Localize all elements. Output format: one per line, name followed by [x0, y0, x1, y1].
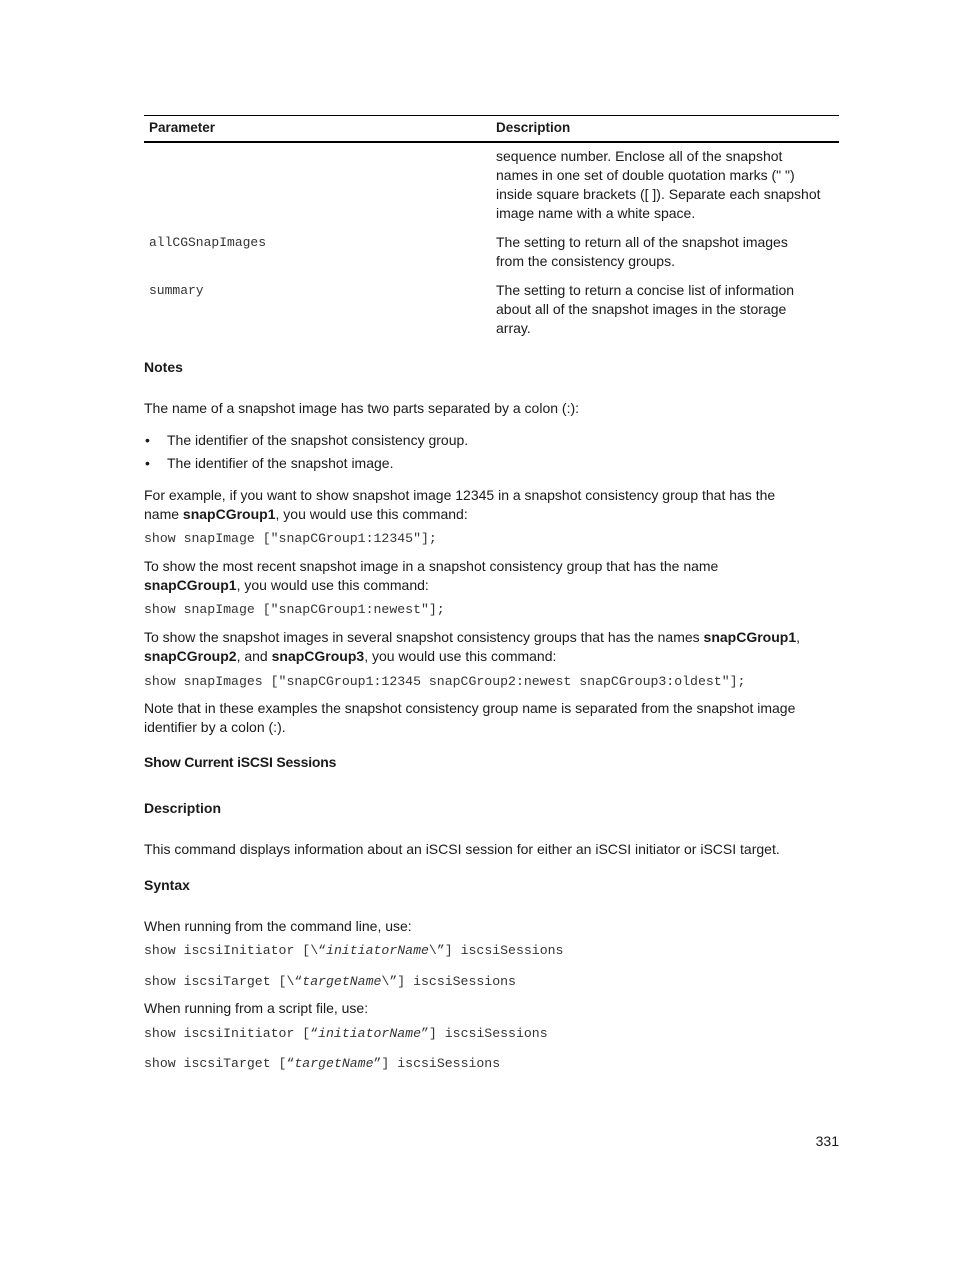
cmdline-label: When running from the command line, use: [144, 918, 412, 934]
description-line: sequence number. Enclose all of the snapshot [496, 148, 783, 164]
column-header-parameter: Parameter [144, 116, 491, 143]
description-line: The setting to return all of the snapshot images [496, 234, 788, 250]
parameter-cell [144, 142, 491, 229]
command-variable: initiatorName [326, 943, 429, 958]
description-line: The setting to return a concise list of information [496, 282, 795, 298]
syntax-command-4 [144, 1054, 839, 1073]
command-text: show iscsiInitiator [“ [144, 1026, 319, 1041]
syntax-command-3 [144, 1024, 839, 1043]
code-example-2: show snapImage ["snapCGroup1:newest"]; [144, 602, 445, 617]
description-line: image name with a white space. [496, 205, 696, 221]
group-name: snapCGroup1 [144, 577, 237, 593]
group-name: snapCGroup2 [144, 648, 237, 664]
list-item: • The identifier of the snapshot consistency group. [144, 431, 839, 454]
command-text: ”] iscsiSessions [373, 1056, 501, 1071]
page-number: 331 [815, 1133, 839, 1149]
syntax-command-1 [144, 941, 839, 960]
parameter-cell: allCGSnapImages [149, 235, 267, 250]
description-text: This command displays information about an iSCSI session for either an iSCSI initiator or iSCSI target. [144, 841, 780, 857]
notes-intro: The name of a snapshot image has two parts separated by a colon (:): [144, 400, 580, 416]
notes-closing-paragraph [144, 699, 839, 737]
paragraph-line: identifier by a colon (:). [144, 719, 286, 735]
paragraph-line [144, 505, 839, 524]
paragraph-line [144, 647, 839, 666]
code-example-1: show snapImage ["snapCGroup1:12345"]; [144, 531, 437, 546]
description-line: from the consistency groups. [496, 253, 675, 269]
column-header-description: Description [491, 116, 839, 143]
table-row [144, 229, 839, 277]
description-line: about all of the snapshot images in the storage [496, 301, 787, 317]
paragraph-line [144, 576, 839, 595]
command-text: show iscsiInitiator [\“ [144, 943, 327, 958]
paragraph-line: For example, if you want to show snapshot image 12345 in a snapshot consistency group that has the [144, 487, 776, 503]
text-run: To show the snapshot images in several snapshot consistency groups that has the names [144, 629, 704, 645]
command-text: show iscsiTarget [\“ [144, 974, 303, 989]
group-name: snapCGroup1 [703, 629, 797, 645]
notes-heading: Notes [144, 359, 183, 375]
text-run: name [144, 506, 183, 522]
parameter-table [144, 115, 839, 344]
command-text: \”] iscsiSessions [428, 943, 564, 958]
syntax-heading: Syntax [144, 877, 190, 893]
example-paragraph-1 [144, 486, 839, 524]
description-cell [491, 277, 839, 344]
text-run: , you would use this command: [236, 577, 429, 593]
description-line: inside square brackets ([ ]). Separate each snapshot [496, 186, 821, 202]
list-item: • The identifier of the snapshot image. [144, 454, 839, 477]
command-text: ”] iscsiSessions [421, 1026, 548, 1041]
code-example-3: show snapImages ["snapCGroup1:12345 snapCGroup2:newest snapCGroup3:oldest"]; [144, 674, 746, 689]
table-row [144, 277, 839, 344]
description-cell [491, 142, 839, 229]
command-text: show iscsiTarget [“ [144, 1056, 295, 1071]
text-run: , you would use this command: [275, 506, 468, 522]
table-header-row [144, 116, 839, 143]
example-paragraph-2 [144, 557, 839, 595]
parameter-cell: summary [149, 283, 204, 298]
description-cell [491, 229, 839, 277]
paragraph-line: Note that in these examples the snapshot consistency group name is separated from the snapshot image [144, 700, 796, 716]
table-row [144, 142, 839, 229]
notes-bullet-list [144, 431, 839, 477]
example-paragraph-3 [144, 628, 839, 666]
command-variable: targetName [302, 974, 382, 989]
section-title: Show Current iSCSI Sessions [144, 754, 337, 770]
description-line: array. [496, 320, 531, 336]
paragraph-line: To show the most recent snapshot image in a snapshot consistency group that has the name [144, 558, 719, 574]
description-heading: Description [144, 800, 222, 816]
command-variable: initiatorName [318, 1026, 421, 1041]
text-run: , and [236, 648, 272, 664]
script-label: When running from a script file, use: [144, 1000, 369, 1016]
paragraph-line [144, 628, 839, 647]
command-variable: targetName [294, 1056, 374, 1071]
syntax-command-2 [144, 972, 839, 991]
description-line: names in one set of double quotation marks (" ") [496, 167, 795, 183]
command-text: \”] iscsiSessions [381, 974, 516, 989]
group-name: snapCGroup3 [271, 648, 365, 664]
text-run: , you would use this command: [364, 648, 557, 664]
text-run: , [796, 629, 801, 645]
group-name: snapCGroup1 [182, 506, 276, 522]
